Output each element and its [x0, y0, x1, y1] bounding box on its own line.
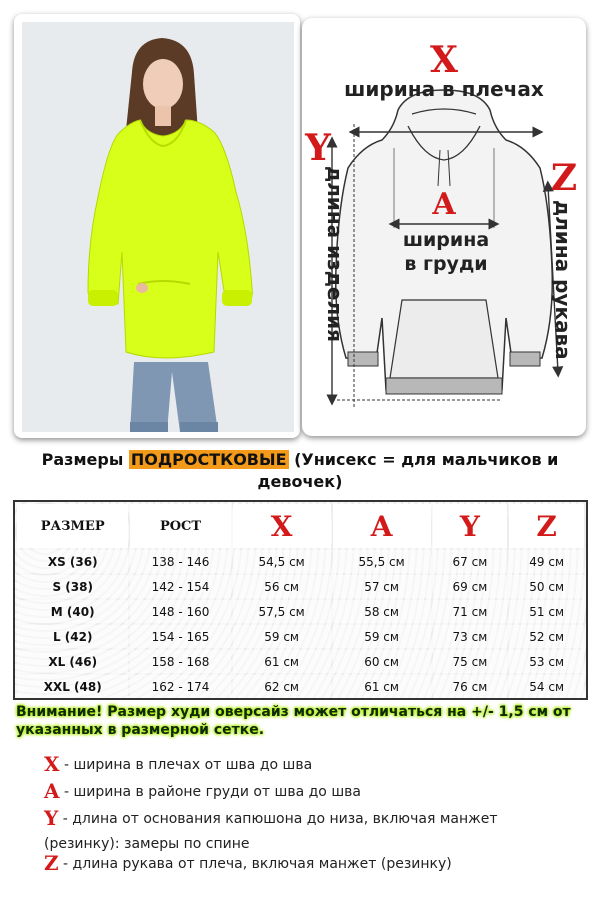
cell-height: 138 - 146 — [130, 550, 230, 573]
size-chart-heading — [10, 449, 590, 493]
cell-z: 54 см — [509, 675, 584, 698]
header-z: Z — [509, 504, 584, 548]
heading-suffix: (Унисекс = для мальчиков и девочек) — [257, 450, 559, 491]
cell-size: L (42) — [17, 625, 128, 648]
cell-z: 51 см — [509, 600, 584, 623]
header-a: A — [333, 504, 431, 548]
cell-x: 59 см — [233, 625, 331, 648]
a-label-line2: в груди — [404, 253, 488, 275]
header-height: РОСТ — [130, 504, 230, 548]
cell-y: 76 см — [433, 675, 508, 698]
cell-y: 73 см — [433, 625, 508, 648]
table-header-row — [17, 504, 584, 548]
cell-height: 162 - 174 — [130, 675, 230, 698]
cell-size: XXL (48) — [17, 675, 128, 698]
x-letter: X — [430, 39, 458, 81]
y-label: длина изделия — [323, 166, 347, 342]
legend-letter-x: X — [44, 752, 60, 776]
cell-size: M (40) — [17, 600, 128, 623]
legend-letter-y: Y — [44, 806, 59, 830]
header-size: РАЗМЕР — [17, 504, 128, 548]
a-letter: A — [432, 187, 456, 222]
legend-item-y — [44, 806, 564, 857]
z-letter: Z — [550, 157, 578, 199]
legend-letter-a: A — [44, 779, 60, 803]
cell-height: 158 - 168 — [130, 650, 230, 673]
cell-size: XL (46) — [17, 650, 128, 673]
legend-item-x — [44, 752, 564, 778]
legend-item-a — [44, 779, 564, 805]
table-row — [17, 675, 584, 698]
x-label: ширина в плечах — [344, 77, 544, 101]
cell-a: 61 см — [333, 675, 431, 698]
cell-x: 62 см — [233, 675, 331, 698]
cell-z: 52 см — [509, 625, 584, 648]
cell-a: 59 см — [333, 625, 431, 648]
legend-letter-z: Z — [44, 851, 59, 875]
model-illustration — [22, 22, 294, 432]
measurement-diagram — [302, 18, 586, 436]
model-photo — [22, 22, 294, 432]
legend-text-z: - длина рукава от плеча, включая манжет (резинку) — [58, 856, 452, 872]
header-x: X — [233, 504, 331, 548]
size-table — [13, 500, 588, 700]
legend-text-x: - ширина в плечах от шва до шва — [59, 757, 313, 773]
cell-a: 58 см — [333, 600, 431, 623]
legend-text-a: - ширина в районе груди от шва до шва — [59, 784, 361, 800]
cell-z: 53 см — [509, 650, 584, 673]
cell-z: 49 см — [509, 550, 584, 573]
legend-text-y: - длина от основания капюшона до низа, включая манжет (резинку): замеры по спине — [44, 811, 498, 852]
heading-prefix: Размеры — [41, 450, 129, 469]
cell-a: 55,5 см — [333, 550, 431, 573]
z-label: длина рукава — [551, 200, 575, 360]
table-row — [17, 600, 584, 623]
cell-height: 142 - 154 — [130, 575, 230, 598]
cell-x: 57,5 см — [233, 600, 331, 623]
legend-item-z — [44, 851, 564, 877]
cell-y: 67 см — [433, 550, 508, 573]
cell-y: 69 см — [433, 575, 508, 598]
hoodie-measurement-svg — [302, 18, 586, 436]
cell-height: 148 - 160 — [130, 600, 230, 623]
cell-z: 50 см — [509, 575, 584, 598]
cell-x: 56 см — [233, 575, 331, 598]
table-row — [17, 550, 584, 573]
a-label-line1: ширина — [402, 229, 490, 251]
cell-x: 54,5 см — [233, 550, 331, 573]
cell-y: 75 см — [433, 650, 508, 673]
cell-size: S (38) — [17, 575, 128, 598]
warning-note: Внимание! Размер худи оверсайз может отличаться на +/- 1,5 см от указанных в размерной сетке. — [16, 704, 571, 738]
header-y: Y — [433, 504, 508, 548]
table-row — [17, 625, 584, 648]
cell-a: 57 см — [333, 575, 431, 598]
cell-x: 61 см — [233, 650, 331, 673]
cell-a: 60 см — [333, 650, 431, 673]
table-row — [17, 575, 584, 598]
cell-y: 71 см — [433, 600, 508, 623]
product-photo-card — [14, 14, 300, 438]
y-letter: Y — [305, 127, 331, 169]
heading-highlight: ПОДРОСТКОВЫЕ — [130, 450, 287, 469]
cell-size: XS (36) — [17, 550, 128, 573]
table-row — [17, 650, 584, 673]
cell-height: 154 - 165 — [130, 625, 230, 648]
